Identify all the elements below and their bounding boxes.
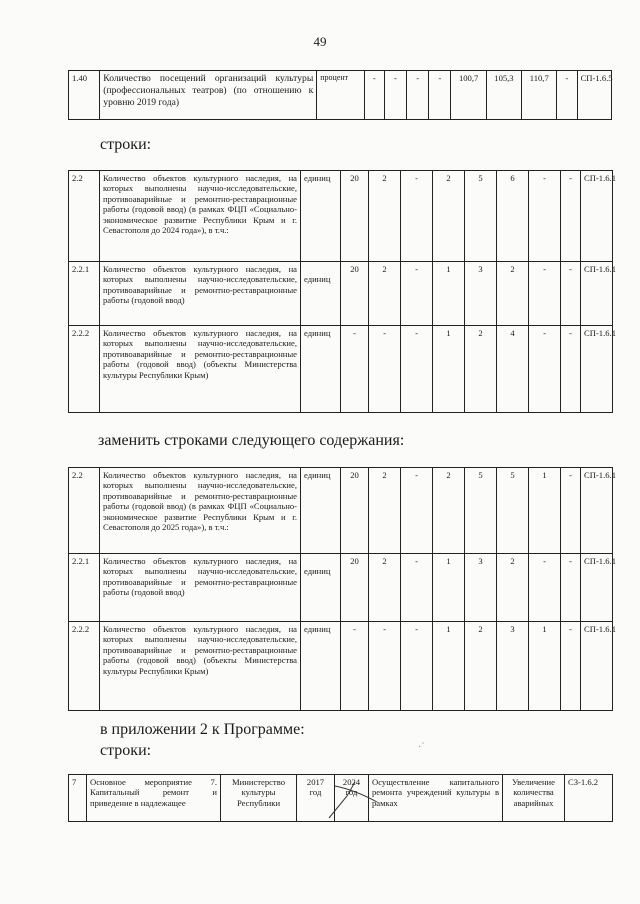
value-cell: 4 [497, 326, 529, 413]
value-cell: 1 [433, 554, 465, 622]
value-cell: 2 [497, 262, 529, 326]
row-description: Количество посещений организаций культуры (профессиональных театров) (по отношению к уровню 2019 года) [100, 71, 317, 120]
value-cell: - [561, 622, 581, 711]
value-cell: 2 [369, 554, 401, 622]
value-cell: 1 [433, 622, 465, 711]
value-cell: 20 [341, 554, 369, 622]
value-cell: 3 [465, 554, 497, 622]
stray-mark-icon: ·´ [418, 742, 425, 753]
table-row [69, 262, 613, 326]
row-number: 2.2 [69, 468, 100, 554]
row-code: СП-1.6.1 [581, 171, 613, 262]
row-code: СП-1.6.1 [581, 554, 613, 622]
row-unit: единиц [301, 468, 341, 554]
expected-result: Увеличение количества аварийных [503, 775, 565, 822]
row-unit: процент [317, 71, 364, 120]
row-code: СП-1.6.1 [581, 468, 613, 554]
value-cell: - [401, 554, 433, 622]
value-cell: - [401, 468, 433, 554]
table-row [69, 468, 613, 554]
value-cell: - [401, 171, 433, 262]
value-cell: 2 [497, 554, 529, 622]
heading-rows: строки: [100, 136, 152, 153]
value-cell: 6 [497, 171, 529, 262]
table-row [69, 775, 613, 822]
value-cell: - [561, 554, 581, 622]
heading-appendix: в приложении 2 к Программе: [100, 721, 305, 738]
value-cell: 2 [369, 468, 401, 554]
value-cell: 2 [433, 171, 465, 262]
value-cell: - [561, 262, 581, 326]
value-cell: 5 [497, 468, 529, 554]
value-cell: 20 [341, 262, 369, 326]
row-description: Количество объектов культурного наследия, на которых выполнены научно-исследовательские, противоаварийные и ремонтно-реставрационные работы (годовой ввод) (объекты Министерства культуры Республики Крым) [100, 622, 301, 711]
start-year: 2017 год [297, 775, 335, 822]
executor: Министерство культуры Республики [221, 775, 297, 822]
value-cell: - [384, 71, 406, 120]
page-number: 49 [313, 34, 327, 49]
row-code: СП-1.6.1 [581, 622, 613, 711]
value-cell: - [369, 622, 401, 711]
value-cell: - [401, 622, 433, 711]
row-code: СП-1.6.1 [581, 262, 613, 326]
value-cell: 20 [341, 468, 369, 554]
value-cell: - [341, 326, 369, 413]
value-cell: - [401, 326, 433, 413]
row-unit: единиц [301, 326, 341, 413]
row-number: 2.2.1 [69, 554, 100, 622]
value-cell: - [369, 326, 401, 413]
row-description: Количество объектов культурного наследия, на которых выполнены научно-исследовательские, противоаварийные и ремонтно-реставрационные работы (годовой ввод) (в рамках ФЦП «Социально-экономическое развитие Республики Крым и г. Севастополя до 2025 года»), в т.ч.: [100, 468, 301, 554]
row-number: 2.2.2 [69, 622, 100, 711]
value-cell: 20 [341, 171, 369, 262]
row-unit: единиц [301, 171, 341, 262]
value-cell: 5 [465, 171, 497, 262]
end-year: 2024 год [335, 775, 369, 822]
table-row [69, 171, 613, 262]
value-cell: 100,7 [451, 71, 486, 120]
value-cell: 5 [465, 468, 497, 554]
row-description: Количество объектов культурного наследия, на которых выполнены научно-исследовательские, противоаварийные и ремонтно-реставрационные работы (годовой ввод) [100, 554, 301, 622]
table-row [69, 326, 613, 413]
heading-replace: заменить строками следующего содержания: [98, 432, 405, 449]
value-cell: - [561, 171, 581, 262]
value-cell: - [561, 468, 581, 554]
row-1-40-table [68, 70, 612, 120]
value-cell: 1 [529, 468, 561, 554]
table-row [69, 622, 613, 711]
value-cell: 110,7 [522, 71, 557, 120]
row-number: 2.2.2 [69, 326, 100, 413]
heading-rows-2: строки: [100, 742, 152, 759]
row-number: 2.2 [69, 171, 100, 262]
row-unit: единиц [301, 554, 341, 622]
value-cell: 1 [433, 262, 465, 326]
row-code: СП-1.6.5 [577, 71, 611, 120]
table-row [69, 554, 613, 622]
row-unit: единиц [301, 262, 341, 326]
value-cell: 3 [497, 622, 529, 711]
value-cell: 2 [369, 171, 401, 262]
value-cell: - [529, 326, 561, 413]
event-content: Осуществление капитального ремонта учреждений культуры в рамках [369, 775, 503, 822]
value-cell: 2 [465, 326, 497, 413]
value-cell: - [407, 71, 429, 120]
value-cell: 2 [369, 262, 401, 326]
value-cell: - [557, 71, 577, 120]
table-row [69, 71, 612, 120]
value-cell: - [429, 71, 451, 120]
old-rows-table [68, 170, 616, 413]
value-cell: 2 [433, 468, 465, 554]
value-cell: - [529, 171, 561, 262]
row-number: 1.40 [69, 71, 100, 120]
row-description: Количество объектов культурного наследия, на которых выполнены научно-исследовательские, противоаварийные и ремонтно-реставрационные работы (годовой ввод) [100, 262, 301, 326]
row-code: СЗ-1.6.2 [565, 775, 613, 822]
value-cell: 1 [433, 326, 465, 413]
value-cell: - [561, 326, 581, 413]
row-code: СП-1.6.1 [581, 326, 613, 413]
value-cell: - [529, 554, 561, 622]
value-cell: 3 [465, 262, 497, 326]
event-name: Основное мероприятие 7. Капитальный ремонт и приведение в надлежащее [87, 775, 221, 822]
value-cell: - [401, 262, 433, 326]
appendix-2-table [68, 774, 613, 822]
value-cell: - [364, 71, 384, 120]
value-cell: 1 [529, 622, 561, 711]
new-rows-table [68, 467, 616, 711]
value-cell: - [341, 622, 369, 711]
value-cell: - [529, 262, 561, 326]
row-description: Количество объектов культурного наследия, на которых выполнены научно-исследовательские, противоаварийные и ремонтно-реставрационные работы (годовой ввод) (объекты Министерства культуры Республики Крым) [100, 326, 301, 413]
row-number: 7 [69, 775, 87, 822]
value-cell: 2 [465, 622, 497, 711]
row-description: Количество объектов культурного наследия, на которых выполнены научно-исследовательские, противоаварийные и ремонтно-реставрационные работы (годовой ввод) (в рамках ФЦП «Социально-экономическое развитие Республики Крым и г. Севастополя до 2024 года»), в т.ч.: [100, 171, 301, 262]
row-unit: единиц [301, 622, 341, 711]
value-cell: 105,3 [486, 71, 521, 120]
row-number: 2.2.1 [69, 262, 100, 326]
